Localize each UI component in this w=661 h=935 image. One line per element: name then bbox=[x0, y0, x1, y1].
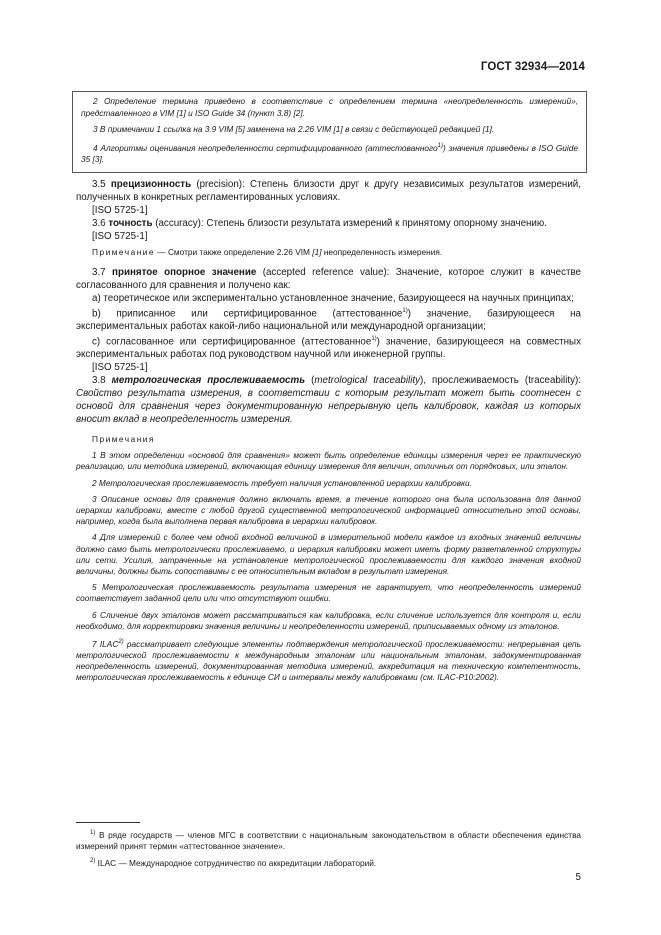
notes-label: Примечания bbox=[92, 434, 155, 445]
term: метрологическая прослеживаемость bbox=[111, 375, 306, 387]
document-code: ГОСТ 32934—2014 bbox=[480, 61, 585, 73]
list-item-b-text: b) приписанное или сертифицированное (аттестованное bbox=[92, 307, 403, 319]
footnote-2 bbox=[76, 856, 581, 869]
note-3: 3 Описание основы для сравнения должно включать время, в течение которого она была использована для данной иерархии калибровки, вместе с любой другой существенной метрологической информацией относительно этой основы, например, когда была выполнена первая калибровка в иерархии калибровок. bbox=[76, 493, 581, 527]
footnote-divider bbox=[76, 822, 140, 823]
reference: [ISO 5725-1] bbox=[92, 362, 148, 374]
footnote-ref: 1) bbox=[371, 335, 377, 342]
note-6: 6 Сличение двух эталонов может рассматриваться как калибровка, если сличение используется для контроля и, если необходимо, для корректировки значения величины и неопределенности измерений, приписываемых одному из эталонов. bbox=[76, 609, 581, 631]
box-note-2: 2 Определение термина приведено в соответствие с определением термина «неопределенность измерений», представленного в VIM [1] и ISO Guide 34 (пункт 3.8) [2]. bbox=[81, 96, 578, 118]
note-ref: [1] bbox=[312, 247, 322, 257]
paren: ( bbox=[305, 375, 315, 387]
footnote-marker: 1) bbox=[90, 830, 96, 836]
notes-3-8 bbox=[76, 434, 581, 684]
note-label: Примечание bbox=[92, 247, 156, 257]
definition: (precision): Степень близости друг к другу независимых результатов измерений, полученных в конкретных регламентированных условиях. bbox=[76, 179, 581, 203]
section-number: 3.8 bbox=[92, 375, 112, 387]
section-3-5 bbox=[76, 178, 581, 204]
box-note-4-text: 4 Алгоритмы оценивания неопределенности сертифицированного (аттестованного bbox=[93, 142, 438, 153]
list-item-c-text-end: ) значение, базирующееся на совместных экспериментальных работах под руководством научной или инженерной группы. bbox=[76, 336, 581, 361]
footnote-marker: 2) bbox=[90, 857, 96, 864]
note-7 bbox=[76, 637, 581, 684]
note-1: 1 В этом определении «основой для сравнения» может быть определение единицы измерения через ее практическую реализацию, или методика измерений, включающая единицу измерения для величин, отличных от порядковых, или эталон. bbox=[76, 450, 581, 472]
page-number: 5 bbox=[575, 872, 581, 883]
term: прецизионность bbox=[110, 179, 192, 190]
term: точность bbox=[108, 218, 153, 229]
footnote-ref: 1) bbox=[437, 142, 443, 149]
list-item-b-text-end: ) значение, базирующееся на экспериментальных работах какой-либо национальной или международной организации; bbox=[76, 307, 581, 332]
term-english: metrological traceability bbox=[314, 375, 421, 387]
reference: [ISO 5725-1] bbox=[92, 231, 148, 242]
section-3-6 bbox=[76, 217, 581, 230]
section-3-8 bbox=[76, 374, 581, 426]
note-5: 5 Метрологическая прослеживаемость результата измерения не гарантирует, что неопределенность измерений соответствует заданной цели или что отсутствуют ошибки. bbox=[76, 582, 581, 604]
section-number: 3.6 bbox=[92, 218, 109, 229]
note-text-end: неопределенность измерения. bbox=[321, 247, 443, 257]
note-3-6 bbox=[76, 247, 581, 259]
list-item-a: а) теоретическое или экспериментально установленное значение, базирующееся на научных принципах; bbox=[92, 292, 574, 304]
footnote-ref: 1) bbox=[402, 307, 408, 314]
note-2: 2 Метрологическая прослеживаемость требует наличия установленной иерархии калибровки. bbox=[92, 477, 472, 488]
definition: (accuracy): Степень близости результата измерений к принятому опорному значению. bbox=[152, 218, 547, 229]
note-7-text-end: рассматривает следующие элементы подтверждения метрологической прослеживаемости: непрерывная цепь метрологической прослеживаемости к международным эталонам или национальным эталонам, задокументированная неопределенность измерений, документированная методика измерений, аккредитация на техническую компетентность, метрологическая прослеживаемость к единице СИ и интервалы между калибровками (см. ILAC-P10:2002). bbox=[76, 638, 581, 683]
footnote-text: В ряде государств — членов МГС в соответствии с национальным законодательством в области обеспечения единства измерений принят термин «аттестованное значение». bbox=[76, 829, 581, 852]
section-3-7 bbox=[76, 266, 581, 292]
box-note-4 bbox=[81, 141, 578, 166]
term: принятое опорное значение bbox=[112, 266, 257, 278]
list-item-c-text: с) согласованное или сертифицированное (аттестованное bbox=[92, 336, 372, 348]
list-item-c bbox=[76, 333, 581, 361]
reference: [ISO 5725-1] bbox=[92, 205, 148, 216]
main-content bbox=[76, 178, 581, 689]
definition: Свойство результата измерения, в соответствии с которым результат может быть соотнесен с основой для сравнения через документированную непрерывную цепь калибровок, каждая из которых вносит вклад в неопределенность измерения. bbox=[76, 388, 581, 426]
box-note-3: 3 В примечании 1 ссылка на 3.9 VIM [5] заменена на 2.26 VIM [1] в связи с действующей редакцией [1]. bbox=[93, 124, 495, 134]
box-note-4-text-end: ) значения приведены в ISO Guide 35 [3]. bbox=[81, 142, 578, 164]
footnote-1 bbox=[76, 828, 581, 853]
note-4: 4 Для измерений с более чем одной входной величиной в измерительной модели каждое из входных значений величины должно само быть метрологически прослеживаемо, и иерархия калибровки может иметь форму разветвленной структуры или сети. Усилия, затраченные на установление метрологической прослеживаемости для каждого значения входной величины, должны быть сопоставимы с ее относительным вкладом в результат измерения. bbox=[76, 532, 581, 577]
term-alias: ), прослеживаемость (traceability): bbox=[420, 375, 581, 387]
section-number: 3.7 bbox=[92, 266, 113, 278]
note-7-text: 7 ILAC bbox=[92, 638, 119, 649]
footnote-text: ILAC — Международное сотрудничество по аккредитации лабораторий. bbox=[95, 857, 377, 868]
section-number: 3.5 bbox=[92, 179, 111, 190]
definition: (accepted reference value): Значение, которое служит в качестве согласованного для сравнения и получено как: bbox=[76, 266, 582, 291]
list-item-b bbox=[76, 305, 581, 333]
notes-box bbox=[72, 91, 587, 173]
footnotes bbox=[76, 828, 581, 872]
footnote-ref: 2) bbox=[118, 639, 124, 646]
note-text: — Смотри также определение 2.26 VIM bbox=[155, 247, 313, 257]
